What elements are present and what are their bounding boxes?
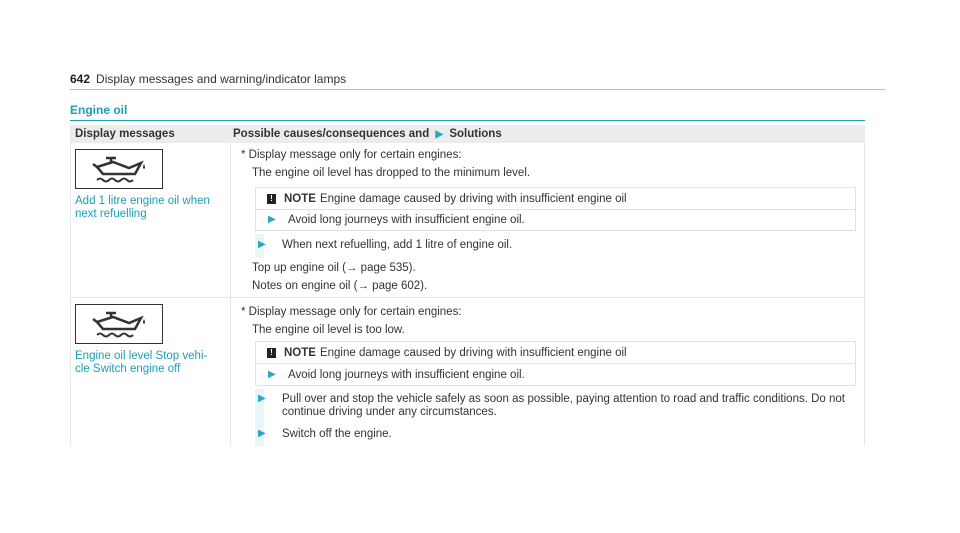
engine-oil-level-icon: [75, 304, 163, 344]
column-header-causes-label: Possible causes/consequences and: [233, 128, 430, 140]
reference-link[interactable]: Top up engine oil (→ page 535).: [252, 262, 416, 274]
note-action-text: Avoid long journeys with insufficient engine oil.: [288, 368, 525, 381]
section-title: Engine oil: [70, 103, 128, 117]
note-action: [256, 364, 855, 385]
note-keyword: NOTE: [284, 192, 316, 205]
column-header-solutions-label: Solutions: [449, 128, 502, 140]
table-row: [70, 143, 865, 298]
action-step: [255, 389, 856, 423]
note-keyword: NOTE: [284, 346, 316, 359]
section-divider: [70, 120, 865, 121]
reference-link[interactable]: Notes on engine oil (→ page 602).: [252, 280, 428, 292]
action-text: When next refuelling, add 1 litre of engine oil.: [282, 239, 513, 251]
arrow-right-icon: ▶: [268, 369, 276, 380]
page-header-title: Display messages and warning/indicator lamps: [96, 72, 347, 86]
action-line: [258, 428, 392, 441]
arrow-right-icon: ▶: [258, 428, 266, 439]
action-line: [258, 393, 845, 419]
arrow-right-icon: ▶: [258, 239, 266, 250]
display-message-text: Engine oil level Stop vehi- cle Switch engine off: [75, 350, 208, 375]
note-header: [256, 342, 855, 363]
cause-cell: [231, 298, 864, 446]
page-header: [70, 72, 346, 86]
note-text: Engine damage caused by driving with insufficient engine oil: [319, 192, 627, 205]
message-cell: [71, 143, 231, 297]
engine-note-intro: * Display message only for certain engines:: [241, 149, 462, 161]
note-text: Engine damage caused by driving with insufficient engine oil: [319, 346, 627, 359]
note-header: [256, 188, 855, 209]
action-step: [255, 234, 856, 258]
cause-text: The engine oil level is too low.: [252, 324, 405, 336]
arrow-right-icon: ▶: [258, 393, 266, 404]
note-box: [255, 187, 856, 231]
page-number: 642: [70, 72, 91, 86]
table-header: [70, 125, 865, 143]
cause-text: The engine oil level has dropped to the minimum level.: [252, 167, 531, 179]
display-message-text: Add 1 litre engine oil when next refuelling: [75, 195, 210, 220]
message-cell: [71, 298, 231, 446]
warning-icon: !: [267, 194, 276, 204]
action-step: [255, 423, 856, 446]
engine-oil-level-icon: [75, 149, 163, 189]
arrow-right-icon: ▶: [268, 214, 276, 225]
action-line: [258, 239, 512, 252]
warning-icon: !: [267, 348, 276, 358]
cause-cell: [231, 143, 864, 297]
column-header-display-messages: Display messages: [75, 128, 175, 140]
action-text: Pull over and stop the vehicle safely as soon as possible, paying attention to road and traffic conditions. Do not continue driving under any circumstances.: [282, 393, 845, 418]
arrow-right-icon: ▶: [435, 129, 444, 140]
column-header-causes: [230, 128, 865, 140]
note-action: [256, 209, 855, 230]
table-row: [70, 298, 865, 446]
note-action-text: Avoid long journeys with insufficient engine oil.: [288, 213, 525, 226]
header-divider: [70, 89, 885, 90]
action-text: Switch off the engine.: [282, 428, 392, 440]
note-box: [255, 341, 856, 386]
engine-note-intro: * Display message only for certain engines:: [241, 306, 462, 318]
messages-table: [70, 125, 865, 446]
